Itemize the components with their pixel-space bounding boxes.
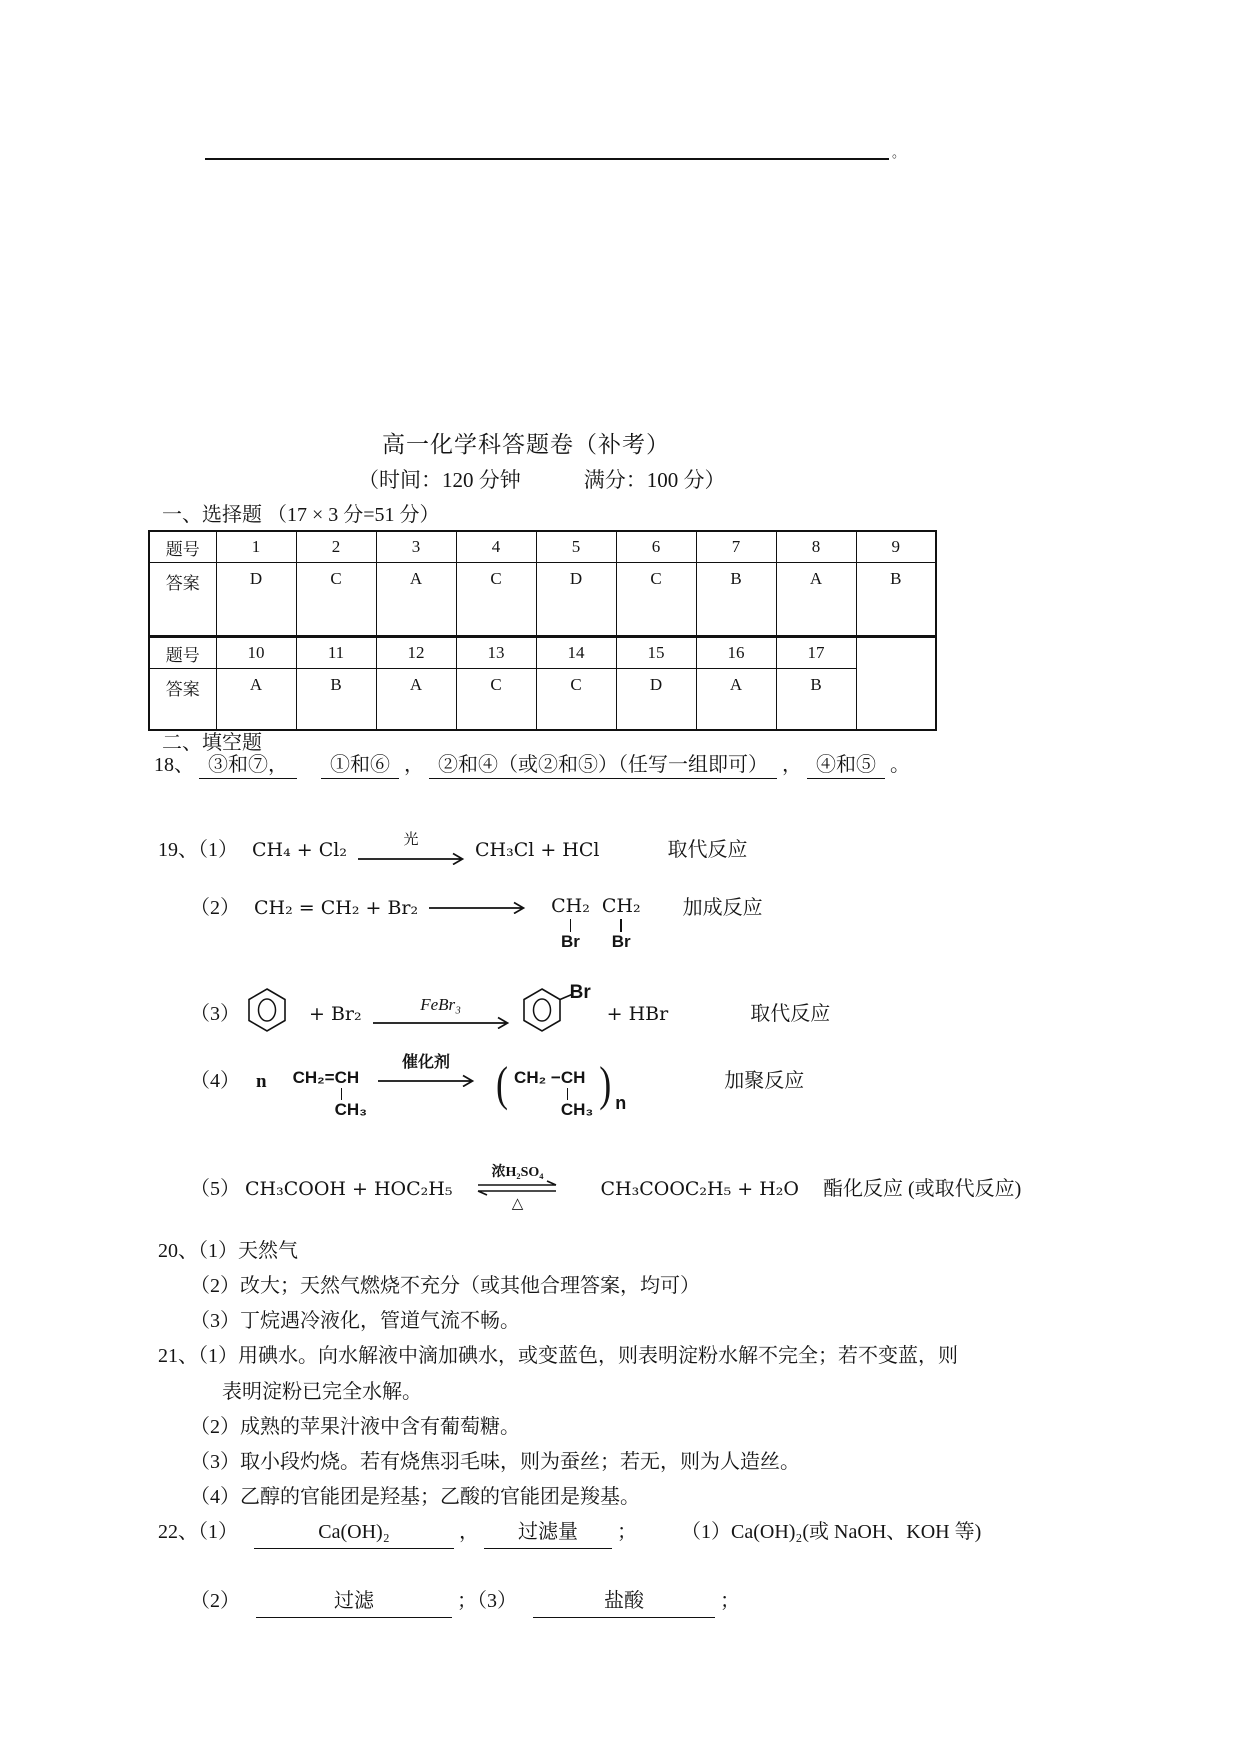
part-label: （4） (190, 1070, 240, 1092)
answer-text: （3）取小段灼烧。若有烧焦羽毛味，则为蚕丝；若无，则为人造丝。 (190, 1451, 800, 1473)
question-21-part-1 (158, 1343, 958, 1369)
question-number-cell: 2 (296, 531, 376, 563)
header-cell: 题号 (149, 637, 216, 669)
polymer-bracket-right: ) (599, 1057, 612, 1112)
blank-underline (205, 138, 889, 160)
answer-cell: B (296, 669, 376, 731)
answer-note: （1）Ca(OH)₂(或 NaOH、KOH 等) (681, 1521, 982, 1543)
answer-text: （2）成熟的苹果汁液中含有葡萄糖。 (190, 1416, 520, 1438)
answer-cell: D (616, 669, 696, 731)
part-label: （3） (477, 1590, 517, 1612)
answer-cell: B (696, 563, 776, 637)
part-label: （1） (198, 1521, 238, 1543)
question-number-cell: 9 (856, 531, 936, 563)
reaction-type: 加聚反应 (724, 1070, 805, 1092)
question-number-cell: 16 (696, 637, 776, 669)
answer-text: （1）天然气 (198, 1240, 298, 1262)
products: CH₃Cl + HCl (474, 839, 600, 862)
polymer-unit-structure (514, 1068, 593, 1119)
catalyst-label: 催化剂 (402, 1054, 451, 1071)
answer-text: （1）用碘水。向水解液中滴加碘水，或变蓝色，则表明淀粉水解不完全；若不变蓝，则 (198, 1345, 958, 1367)
reaction-type: 加成反应 (682, 897, 763, 919)
reaction-type: 取代反应 (667, 839, 748, 862)
answer-blank: ①和⑥ (321, 754, 399, 779)
top-answer-blank (205, 138, 905, 160)
equilibrium-arrows-icon (474, 1165, 560, 1212)
bond-line (620, 919, 622, 932)
question-19-part-4 (190, 1054, 805, 1119)
question-19-part-2 (190, 895, 763, 951)
question-number-cell: 15 (616, 637, 696, 669)
question-number-cell: 6 (616, 531, 696, 563)
product-hbr: + HBr (606, 1003, 669, 1026)
answer-cell: C (536, 669, 616, 731)
reaction-arrow-icon (356, 832, 466, 865)
propene-structure (293, 1068, 367, 1119)
bromine-substituent: Br (569, 982, 591, 1003)
question-number: 18、 (154, 754, 194, 776)
bromine-label: Br (611, 932, 631, 951)
question-number-cell: 4 (456, 531, 536, 563)
reaction-arrow-icon (427, 898, 527, 914)
answer-blank: ②和④（或②和⑤）（任写一组即可） (429, 754, 777, 779)
sentence-period: 。 (891, 145, 905, 160)
reaction-type: 酯化反应 (或取代反应) (823, 1178, 1022, 1201)
reactants: CH₄ + Cl₂ (252, 839, 347, 862)
question-number-cell: 14 (536, 637, 616, 669)
degree-of-polymerization: n (615, 1093, 627, 1113)
reactant-bromine: + Br₂ (309, 1003, 362, 1026)
ch2-label: CH₂ − (514, 1068, 561, 1087)
answer-text: 表明淀粉已完全水解。 (222, 1381, 422, 1403)
question-19-part-1 (158, 832, 748, 868)
reaction-arrow-icon (376, 1054, 476, 1087)
question-number: 21、 (158, 1345, 198, 1367)
answer-blank: 过滤量 (484, 1519, 612, 1549)
question-number-cell: 5 (536, 531, 616, 563)
bond-line (341, 1088, 343, 1100)
question-number-cell: 8 (776, 531, 856, 563)
answer-text: （3）丁烷遇冷液化，管道气流不畅。 (190, 1310, 520, 1332)
question-22-parts-2-3 (190, 1588, 740, 1618)
section-1-heading: 一、选择题 （17 × 3 分=51 分） (162, 504, 440, 526)
bromobenzene-icon (520, 982, 602, 1041)
answer-cell: A (776, 563, 856, 637)
ch3-label: CH₃ (334, 1100, 368, 1119)
answer-blank: ④和⑤ (807, 754, 885, 779)
question-21-part-4 (190, 1484, 640, 1510)
question-number-cell: 13 (456, 637, 536, 669)
ch-label: CH (334, 1068, 360, 1087)
question-number-cell: 12 (376, 637, 456, 669)
carbon-label: CH₂ (601, 895, 641, 917)
question-20-part-1 (158, 1238, 298, 1264)
condition-bottom: △ (511, 1196, 524, 1212)
part-label: （3） (190, 1003, 240, 1026)
reaction-type: 取代反应 (750, 1003, 831, 1026)
question-21-part-3 (190, 1449, 800, 1475)
question-19-part-5 (190, 1167, 1021, 1214)
separator: ， (782, 754, 802, 776)
answer-cell: A (216, 669, 296, 731)
answer-blank: ③和⑦， (199, 754, 297, 779)
separator: ； (617, 1521, 637, 1543)
answer-cell: C (456, 563, 536, 637)
products: CH₃COOC₂H₅ + H₂O (600, 1178, 800, 1201)
answer-cell: D (536, 563, 616, 637)
table-row (149, 563, 936, 637)
product-carbon-group (551, 893, 590, 951)
question-number-cell: 10 (216, 637, 296, 669)
reactants: CH₃COOH + HOC₂H₅ (245, 1178, 453, 1201)
question-20-part-3 (190, 1308, 520, 1334)
answer-blank: 过滤 (256, 1588, 452, 1618)
question-18 (154, 752, 910, 778)
ch-label: CH (560, 1068, 586, 1087)
part-label: （2） (190, 1590, 240, 1612)
question-number-cell: 11 (296, 637, 376, 669)
page-title: 高一化学科答题卷（补考） (382, 432, 670, 457)
separator: ； (457, 1590, 477, 1612)
question-22-part-1 (158, 1519, 981, 1549)
question-21-part-2 (190, 1414, 520, 1440)
header-cell: 答案 (149, 563, 216, 637)
carbon-label: CH₂ (551, 895, 590, 917)
question-number: 22、 (158, 1521, 198, 1543)
answer-text: （2）改大；天然气燃烧不充分（或其他合理答案，均可） (190, 1275, 700, 1297)
question-19-part-3 (190, 982, 831, 1043)
answer-blank: Ca(OH)₂ (254, 1519, 454, 1549)
answer-cell: A (696, 669, 776, 731)
separator: ； (720, 1590, 740, 1612)
bond-line (567, 1088, 569, 1100)
ch2-label: CH₂= (292, 1068, 335, 1087)
answer-cell: D (216, 563, 296, 637)
answer-table (148, 530, 937, 731)
catalyst-label: FeBr₃ (420, 995, 462, 1014)
reaction-condition: 光 (403, 832, 419, 848)
question-21-part-1-continued (222, 1379, 422, 1405)
empty-cell (856, 637, 936, 731)
separator: ， (404, 754, 424, 776)
separator: ， (459, 1521, 479, 1543)
reactants: CH₂ = CH₂ + Br₂ (254, 897, 419, 919)
ch3-label: CH₃ (560, 1100, 594, 1119)
table-row (149, 637, 936, 669)
part-label: （1） (198, 839, 238, 862)
question-number-cell: 17 (776, 637, 856, 669)
question-number-cell: 7 (696, 531, 776, 563)
answer-cell: C (456, 669, 536, 731)
question-20-part-2 (190, 1273, 700, 1299)
question-number-cell: 1 (216, 531, 296, 563)
reaction-arrow-icon (371, 996, 511, 1029)
product-carbon-group (602, 893, 641, 951)
answer-cell: B (776, 669, 856, 731)
answer-cell: A (376, 563, 456, 637)
benzene-ring-icon (245, 986, 289, 1041)
coefficient-n: n (256, 1071, 267, 1092)
answer-cell: B (856, 563, 936, 637)
header-cell: 题号 (149, 531, 216, 563)
header-cell: 答案 (149, 669, 216, 731)
answer-cell: A (376, 669, 456, 731)
section-2-heading: 二、填空题 (162, 732, 262, 754)
table-row (149, 669, 936, 731)
answer-blank: 盐酸 (533, 1588, 715, 1618)
page-subtitle: （时间：120 分钟 满分：100 分） (358, 468, 726, 492)
table-row (149, 531, 936, 563)
question-number-cell: 3 (376, 531, 456, 563)
answer-cell: C (616, 563, 696, 637)
question-number: 20、 (158, 1240, 198, 1262)
part-label: （2） (190, 897, 240, 919)
answer-text: （4）乙醇的官能团是羟基；乙酸的官能团是羧基。 (190, 1486, 640, 1508)
polymer-bracket-left: ( (496, 1057, 509, 1112)
condition-top: 浓H₂SO₄ (491, 1165, 544, 1180)
bromine-label: Br (561, 932, 580, 951)
part-label: （5） (190, 1178, 240, 1201)
bond-line (570, 919, 572, 932)
sentence-period: 。 (890, 754, 910, 776)
question-number: 19、 (158, 839, 198, 862)
answer-cell: C (296, 563, 376, 637)
